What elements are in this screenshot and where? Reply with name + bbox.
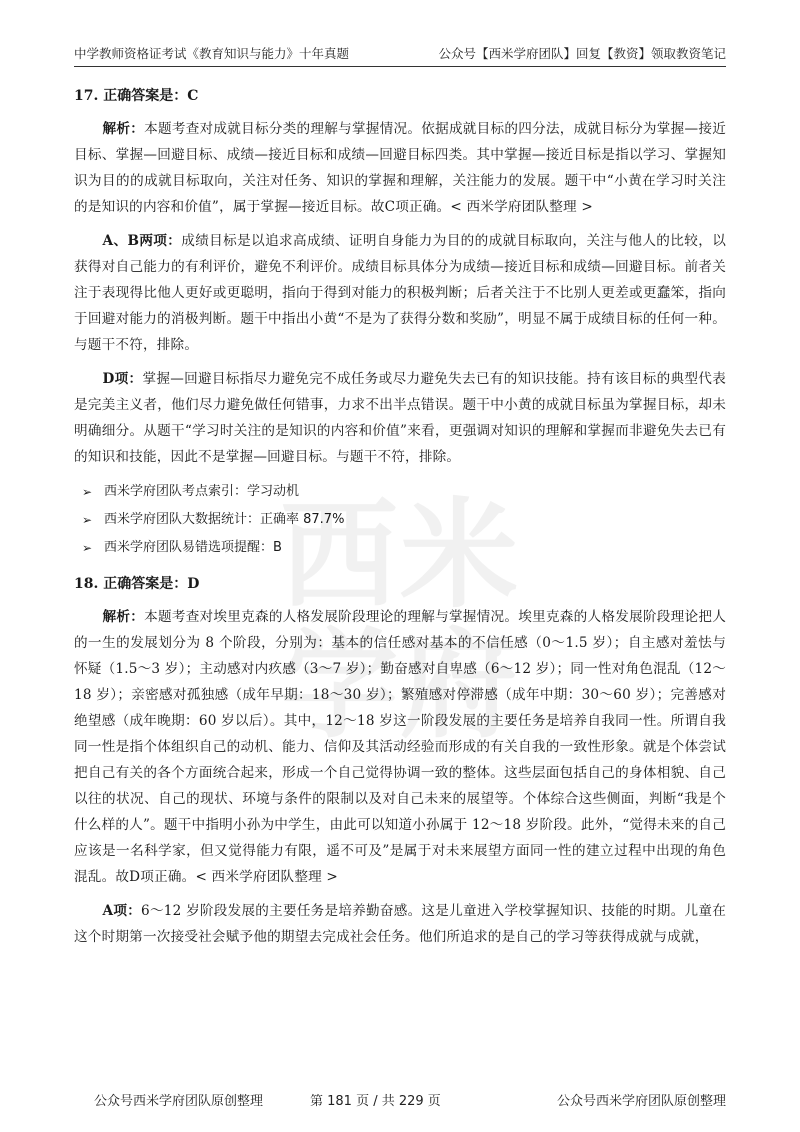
q17-option-ab — [74, 228, 726, 358]
q18-option-a-text: 6～12 岁阶段发展的主要任务是培养勤奋感。这是儿童进入学校掌握知识、技能的时期。儿童在这个时期第一次接受社会赋予他的期望去完成社会任务。他们所追求的是自己的学习等获得成就与成就， — [74, 903, 726, 945]
page-content — [74, 86, 726, 958]
q17-notes-list — [74, 478, 726, 562]
list-item — [74, 506, 726, 534]
page-number: 第 181 页 / 共 229 页 — [310, 1094, 441, 1109]
watermark-char: 米 — [400, 486, 519, 624]
q18-option-a — [74, 898, 726, 950]
q17-note-stats: 西米学府团队大数据统计：正确率 87.7% — [104, 512, 345, 527]
q17-option-ab-label: A、B两项： — [102, 233, 182, 249]
q17-analysis — [74, 116, 726, 220]
header-right-note: 公众号【西米学府团队】回复【教资】领取教资笔记 — [438, 46, 726, 61]
q17-option-ab-text: 成绩目标是以追求高成绩、证明自身能力为目的的成就目标取向，关注与他人的比较，以获得对自己能力的有利评价，避免不利评价。成绩目标具体分为成绩—接近目标和成绩—回避目标。前者关注于表现得比他人更好或更聪明，指向于得到对能力的积极判断；后者关注于不比别人更差或更蠢笨，指向于回避对能力的消极判断。题干中指出小黄“不是为了获得分数和奖励”，明显不属于成绩目标的任何一种。与题干不符，排除。 — [74, 233, 726, 353]
q17-analysis-label: 解析： — [102, 121, 145, 137]
q18-analysis-label: 解析： — [102, 609, 145, 625]
q17-option-d-label: D项： — [102, 371, 143, 387]
q17-analysis-text: 本题考查对成就目标分类的理解与掌握情况。依据成就目标的四分法，成就目标分为掌握—接近目标、掌握—回避目标、成绩—接近目标和成绩—回避目标四类。其中掌握—接近目标是指以学习、掌握知识为目的的成就目标取向，关注对任务、知识的掌握和理解，关注能力的发展。题干中“小黄在学习时关注的是知识的内容和价值”，属于掌握—接近目标。故C项正确。< 西米学府团队整理 > — [74, 121, 726, 215]
footer-left: 公众号西米学府团队原创整理 — [94, 1094, 264, 1109]
arrow-bullet-icon: ➢ — [82, 541, 93, 555]
q17-note-topic: 西米学府团队考点索引：学习动机 — [104, 484, 300, 499]
page-header — [74, 44, 726, 68]
list-item — [74, 534, 726, 562]
watermark-char: 府 — [400, 616, 519, 754]
page-footer — [74, 1090, 726, 1110]
arrow-bullet-icon: ➢ — [82, 485, 93, 499]
q18-answer-heading: 18. 正确答案是：D — [74, 576, 200, 592]
watermark-char: 西 — [280, 486, 399, 624]
footer-right: 公众号西米学府团队原创整理 — [556, 1094, 726, 1109]
list-item — [74, 478, 726, 506]
question-17 — [74, 86, 726, 562]
q17-option-d — [74, 366, 726, 470]
q18-option-a-label: A项： — [102, 903, 142, 919]
header-left-title: 中学教师资格证考试《教育知识与能力》十年真题 — [74, 46, 350, 61]
q18-analysis-text: 本题考查对埃里克森的人格发展阶段理论的理解与掌握情况。埃里克森的人格发展阶段理论把人的一生的发展划分为 8 个阶段，分别为：基本的信任感对基本的不信任感（0～1.5 岁）；自主感对羞怯与怀疑（1.5～3 岁）；主动感对内疚感（3～7 岁）；勤奋感对自卑感（6～12 岁）；同一性对角色混乱（12～18 岁）；亲密感对孤独感（成年早期：18～30 岁）；繁殖感对停滞感（成年中期：30～60 岁）；完善感对绝望感（成年晚期：60 岁以后）。其中，12～18 岁这一阶段发展的主要任务是培养自我同一性。所谓自我同一性是指个体组织自己的动机、能力、信仰及其活动经验而形成的有关自我的一致性形象。就是个体尝试把自己有关的各个方面统合起来，形成一个自己觉得协调一致的整体。这些层面包括自己的身体相貌、自己以往的状况、自己的现状、环境与条件的限制以及对自己未来的展望等。个体综合这些侧面，判断“我是个什么样的人”。题干中指明小孙为中学生，由此可以知道小孙属于 12～18 岁阶段。此外，“觉得未来的自己应该是一名科学家，但又觉得能力有限，遥不可及”是属于对未来展望方面同一性的建立过程中出现的角色混乱。故D项正确。< 西米学府团队整理 > — [74, 609, 726, 885]
question-18 — [74, 574, 726, 950]
q17-note-mistake: 西米学府团队易错选项提醒：B — [104, 540, 282, 555]
q17-option-d-text: 掌握—回避目标指尽力避免完不成任务或尽力避免失去已有的知识技能。持有该目标的典型代表是完美主义者，他们尽力避免做任何错事，力求不出半点错误。题干中小黄的成就目标虽为掌握目标，却未明确细分。从题干“学习时关注的是知识的内容和价值”来看，更强调对知识的理解和掌握而非避免失去已有的知识和技能，因此不是掌握—回避目标。与题干不符，排除。 — [74, 371, 726, 465]
watermark-char: 学 — [280, 616, 399, 754]
q18-analysis — [74, 604, 726, 890]
header-divider — [74, 66, 726, 67]
arrow-bullet-icon: ➢ — [82, 513, 93, 527]
q17-answer-heading: 17. 正确答案是：C — [74, 88, 199, 104]
